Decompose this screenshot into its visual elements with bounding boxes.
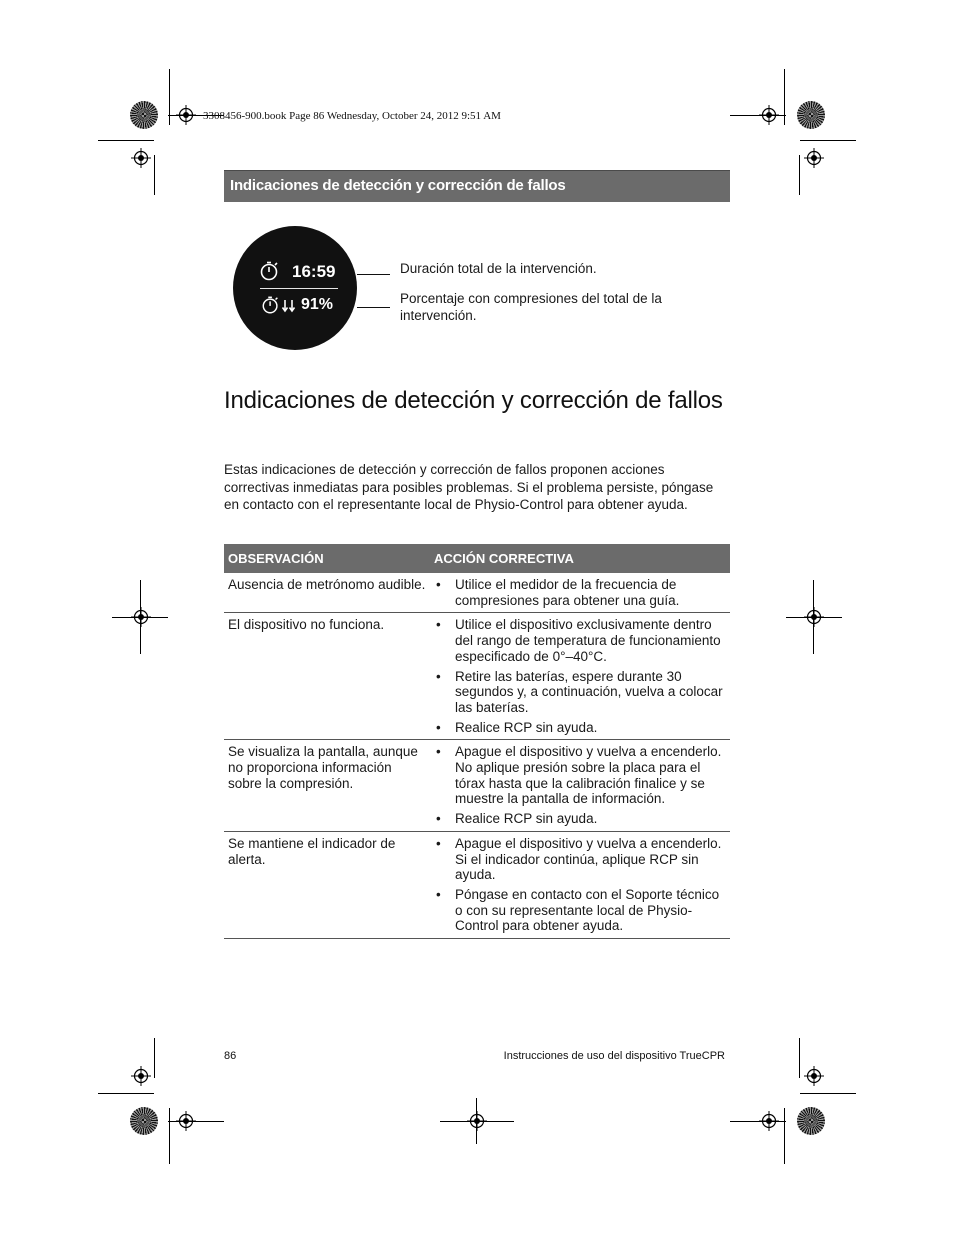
list-item	[434, 720, 726, 736]
book-info: 3308456-900.book Page 86 Wednesday, October 24, 2012 9:51 AM	[203, 110, 501, 122]
action-text: Apague el dispositivo y vuelva a encenderlo. Si el indicador continúa, aplique RCP sin ayuda.	[455, 835, 722, 883]
registration-target-icon	[804, 1066, 824, 1086]
action-cell	[430, 740, 730, 832]
registration-target-icon	[131, 1066, 151, 1086]
action-text: Utilice el dispositivo exclusivamente dentro del rango de temperatura de funcionamiento especificado de 0°–40°C.	[455, 617, 721, 664]
list-item	[434, 577, 726, 608]
page-number: 86	[224, 1050, 237, 1062]
callout-compression-percent: Porcentaje con compresiones del total de la intervención.	[400, 291, 662, 323]
action-text: Póngase en contacto con el Soporte técnico o con su representante local de Physio-Control para obtener ayuda.	[455, 886, 720, 934]
print-star-target-icon	[797, 101, 825, 129]
header-banner	[224, 170, 730, 202]
troubleshooting-table	[224, 544, 730, 939]
bullet-icon: •	[436, 811, 441, 827]
table-row	[224, 831, 730, 938]
action-list	[434, 744, 726, 827]
list-item	[434, 669, 726, 716]
action-cell	[430, 831, 730, 938]
action-text: Retire las baterías, espere durante 30 segundos y, a continuación, vuelva a colocar las baterías.	[455, 668, 723, 715]
bullet-icon: •	[436, 719, 441, 735]
bullet-icon: •	[436, 886, 441, 902]
print-star-target-icon	[130, 1107, 158, 1135]
stopwatch-icon	[259, 260, 281, 282]
list-item	[434, 887, 726, 934]
action-cell	[430, 573, 730, 613]
display-divider	[260, 288, 338, 289]
action-list	[434, 577, 726, 608]
action-cell	[430, 613, 730, 740]
bullet-icon: •	[436, 668, 441, 684]
compression-percent-value: 91%	[301, 296, 334, 313]
bullet-icon: •	[436, 617, 441, 633]
list-item	[434, 811, 726, 827]
device-display	[233, 226, 357, 350]
action-text: Realice RCP sin ayuda.	[455, 719, 598, 735]
list-item	[434, 836, 726, 883]
callout-line	[357, 307, 390, 308]
section-title: Indicaciones de detección y corrección de fallos	[224, 387, 723, 414]
compression-arrows-icon	[281, 298, 297, 314]
action-text: Apague el dispositivo y vuelva a encenderlo. No aplique presión sobre la placa para el tórax hasta que la calibración finalice y se muestre la pantalla de información.	[455, 744, 722, 807]
intro-paragraph: Estas indicaciones de detección y corrección de fallos proponen acciones correctivas inmediatas para posibles problemas. Si el problema persiste, póngase en contacto con el representante local de Physio-Control para obtener ayuda.	[224, 462, 714, 512]
table-row	[224, 573, 730, 613]
footer-doc-title: Instrucciones de uso del dispositivo TrueCPR	[503, 1050, 725, 1062]
list-item	[434, 617, 726, 664]
column-header-corrective-action: ACCIÓN CORRECTIVA	[430, 544, 730, 573]
table-row	[224, 740, 730, 832]
elapsed-time-value: 16:59	[292, 262, 336, 281]
bullet-icon: •	[436, 835, 441, 851]
header-banner-text: Indicaciones de detección y corrección de fallos	[230, 177, 566, 194]
bullet-icon: •	[436, 577, 441, 592]
action-text: Utilice el medidor de la frecuencia de compresiones para obtener una guía.	[455, 577, 680, 608]
table-header-row	[224, 544, 730, 573]
registration-target-icon	[804, 148, 824, 168]
table-row	[224, 613, 730, 740]
action-list	[434, 617, 726, 735]
stopwatch-icon	[261, 295, 281, 315]
registration-target-icon	[131, 148, 151, 168]
action-text: Realice RCP sin ayuda.	[455, 811, 598, 827]
print-star-target-icon	[797, 1107, 825, 1135]
action-list	[434, 836, 726, 934]
print-star-target-icon	[130, 101, 158, 129]
bullet-icon: •	[436, 744, 441, 760]
callout-total-duration: Duración total de la intervención.	[400, 261, 597, 276]
observation-cell: Se mantiene el indicador de alerta.	[224, 831, 430, 938]
list-item	[434, 744, 726, 807]
column-header-observation: OBSERVACIÓN	[224, 544, 430, 573]
observation-cell: Se visualiza la pantalla, aunque no proporciona información sobre la compresión.	[224, 740, 430, 832]
observation-cell: El dispositivo no funciona.	[224, 613, 430, 740]
observation-cell: Ausencia de metrónomo audible.	[224, 573, 430, 613]
callout-line	[357, 274, 390, 275]
